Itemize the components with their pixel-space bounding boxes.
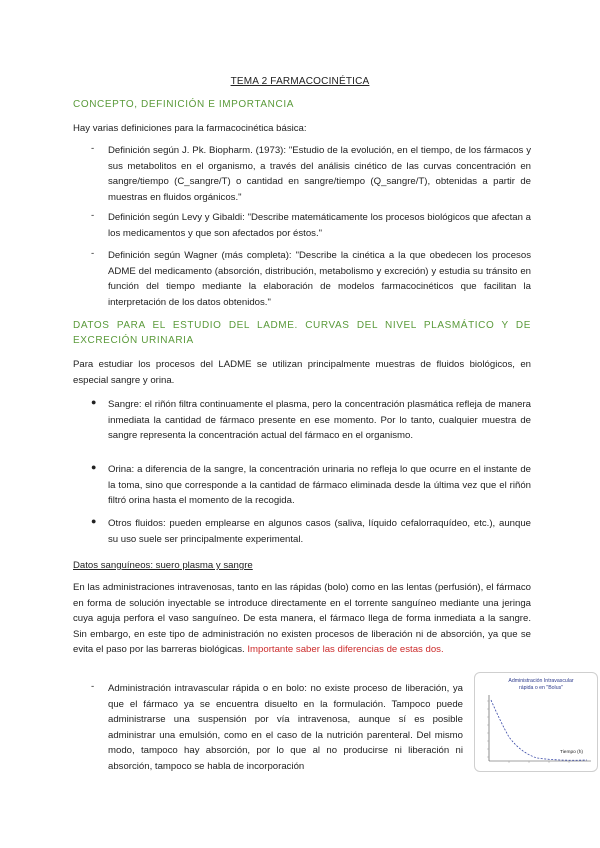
bolo-item: Administración intravascular rápida o en bolo: no existe proceso de liberación, ya que el fármaco ya se encuentra disuelto en la formulación. Tampoco puede administrarse una suspensión por vía intravenosa, aunque sí es posible administrar una emulsión, como en el caso de la nutrición parenteral. Del mismo modo, tampoco hay absorción, por lo que al no producirse ni liberación ni absorción, tampoco se habla de incorporación [108,683,463,772]
definition-item-2: Definición según Levy y Gibaldi: "Describe matemáticamente los procesos biológicos que afectan a los medicamentos y que son afectados por éstos." [108,212,531,239]
section-heading-concepto: CONCEPTO, DEFINICIÓN E IMPORTANCIA [73,99,294,110]
section-heading-datos-sanguineos: Datos sanguíneos: suero plasma y sangre [73,560,253,571]
bullet-marker: ● [91,397,97,407]
dash-marker: - [91,681,95,692]
bullet-sangre: Sangre: el riñón filtra continuamente el plasma, pero la concentración plasmática refleja de manera inmediata la cantidad de fármaco presente en ese momento. Por lo tanto, cualquier muestra de sangre representa la concentración actual del fármaco en el organismo. [108,399,531,442]
bolus-curve-svg [475,673,597,771]
dash-marker: - [91,210,95,221]
important-note: Importante saber las diferencias de estas dos. [247,644,444,656]
bullet-marker: ● [91,462,97,472]
section-heading-datos: DATOS PARA EL ESTUDIO DEL LADME. CURVAS DEL NIVEL PLASMÁTICO Y DE EXCRECIÓN URINARIA [73,320,531,346]
section3-paragraph [73,580,531,658]
section3-paragraph-text: En las administraciones intravenosas, tanto en las rápidas (bolo) como en las lentas (perfusión), el fármaco en forma de solución inyectable se introduce directamente en el torrente sanguíneo mediante una jeringa cuya aguja perfora el vaso sanguíneo. De esta manera, el fármaco llega de forma inmediata a la sangre. Sin embargo, en este tipo de administración no existen procesos de liberación ni de absorción, ya que se evita el paso por las barreras biológicas. [73,582,531,656]
bolus-figure [474,672,598,772]
dash-marker: - [91,248,95,259]
bullet-marker: ● [91,516,97,526]
definition-item-1: Definición según J. Pk. Biopharm. (1973): "Estudio de la evolución, en el tiempo, de los fármacos y sus metabolitos en el organismo, a través del análisis cinético de las curvas concentración en sangre/tiempo (C_sangre/T) o cantidad en sangre/tiempo (Q_sangre/T), obtenidas a partir de muestras en fluidos orgánicos." [108,145,531,203]
section1-intro: Hay varias definiciones para la farmacocinética básica: [73,123,307,134]
page-title: TEMA 2 FARMACOCINÉTICA [230,76,370,87]
section2-intro: Para estudiar los procesos del LADME se utilizan principalmente muestras de fluidos biológicos, en especial sangre y orina. [73,359,531,386]
definition-item-3: Definición según Wagner (más completa): "Describe la cinética a la que obedecen los procesos ADME del medicamento (absorción, distribución, metabolismo y excreción) y estudia su tránsito en función del tiempo mediante la elaboración de modelos farmacocinéticos que facilitan la interpretación de los datos obtenidos." [108,250,531,308]
time-axis-label: Tiempo (h) [559,750,583,755]
figure-title-2: rápida o en "Bolus" [518,685,564,691]
figure-title-1: Administración Intravascular [508,678,574,684]
dash-marker: - [91,143,95,154]
bullet-otros: Otros fluidos: pueden emplearse en algunos casos (saliva, líquido cefalorraquídeo, etc.), aunque su uso suele ser principalmente experimental. [108,518,531,545]
bullet-orina: Orina: a diferencia de la sangre, la concentración urinaria no refleja lo que ocurre en el instante de la toma, sino que corresponde a la cantidad de fármaco eliminada desde la última vez que el riñón filtró orina hasta el momento de la recogida. [108,464,531,507]
